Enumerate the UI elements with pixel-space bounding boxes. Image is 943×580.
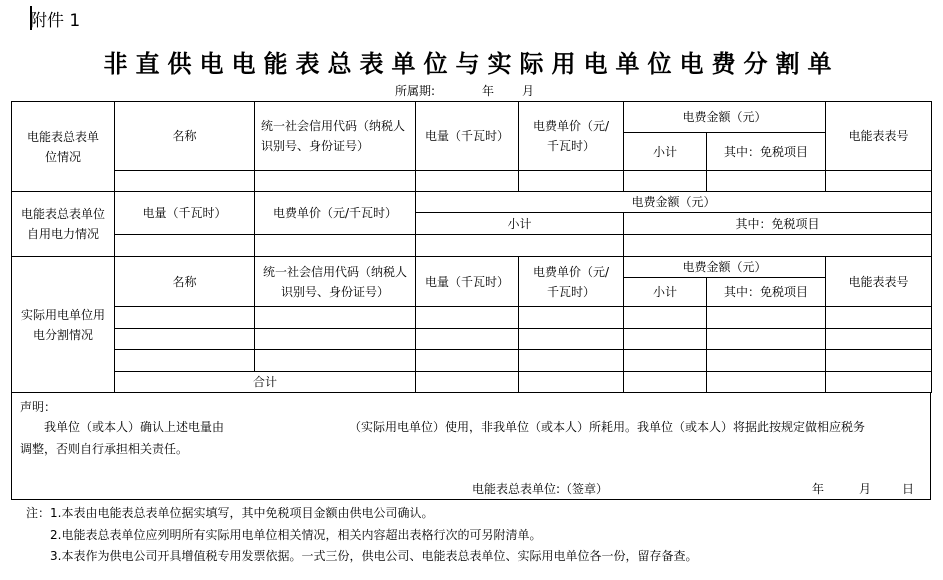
cell-credit-code[interactable]: [255, 329, 416, 350]
cell-name[interactable]: [115, 171, 255, 192]
cell-name[interactable]: [115, 350, 255, 372]
cell-meter-no[interactable]: [826, 329, 932, 350]
col-unit-price: 电费单价（元/千瓦时）: [519, 257, 624, 307]
col-credit-code: 统一社会信用代码（纳税人识别号、身份证号）: [255, 102, 416, 171]
cell-meter-no[interactable]: [826, 171, 932, 192]
cell-unit-price[interactable]: [519, 329, 624, 350]
note-1: 注：1.本表由电能表总表单位据实填写，其中免税项目金额由供电公司确认。: [26, 506, 434, 520]
col-subtotal: 小计: [416, 213, 624, 235]
col-tax-exempt: 其中：免税项目: [707, 278, 826, 307]
total-subtotal[interactable]: [624, 372, 707, 393]
col-name: 名称: [115, 102, 255, 171]
declaration-text-line2: 调整，否则自行承担相关责任。: [20, 442, 189, 456]
document-title: 非直供电电能表总表单位与实际用电单位电费分割单: [103, 49, 840, 78]
note-2: 2.电能表总表单位应列明所有实际用电单位相关情况，相关内容超出表格行次的可另附清单。: [50, 528, 542, 542]
period-label: 所属期:: [395, 84, 436, 98]
cell-name[interactable]: [115, 307, 255, 329]
col-tax-exempt: 其中：免税项目: [707, 133, 826, 171]
cell-kwh[interactable]: [416, 307, 519, 329]
col-amount-group: 电费金额（元）: [624, 102, 826, 133]
cell-unit-price[interactable]: [255, 235, 416, 257]
col-unit-price: 电费单价（元/千瓦时）: [519, 102, 624, 171]
declaration-heading: 声明：: [20, 400, 57, 414]
cell-subtotal[interactable]: [624, 307, 707, 329]
sign-month-label: 月: [859, 482, 872, 496]
note-3: 3.本表作为供电公司开具增值税专用发票依据。一式三份，供电公司、电能表总表单位、实际用电单位各一份，留存备查。: [50, 549, 698, 563]
cell-unit-price[interactable]: [519, 307, 624, 329]
cell-tax-exempt[interactable]: [707, 350, 826, 372]
section2-label: 电能表总表单位自用电力情况: [12, 192, 115, 257]
cell-tax-exempt[interactable]: [707, 171, 826, 192]
cell-name[interactable]: [115, 329, 255, 350]
section1-label: 电能表总表单位情况: [12, 102, 115, 192]
total-kwh[interactable]: [416, 372, 519, 393]
cell-unit-price[interactable]: [519, 350, 624, 372]
section3-data-row: [12, 329, 932, 350]
declaration-text-part1: 我单位（或本人）确认上述电量由: [44, 420, 225, 434]
col-amount-group: 电费金额（元）: [624, 257, 826, 278]
cell-credit-code[interactable]: [255, 307, 416, 329]
col-subtotal: 小计: [624, 278, 707, 307]
cell-kwh[interactable]: [416, 350, 519, 372]
attachment-label: 附件 1: [30, 11, 81, 31]
section3-data-row: [12, 350, 932, 372]
section3-label: 实际用电单位用电分割情况: [12, 257, 115, 393]
cell-kwh[interactable]: [416, 171, 519, 192]
sign-day-label: 日: [902, 482, 915, 496]
cell-subtotal[interactable]: [624, 171, 707, 192]
cell-kwh[interactable]: [416, 329, 519, 350]
cell-subtotal[interactable]: [416, 235, 624, 257]
cell-tax-exempt[interactable]: [707, 307, 826, 329]
declaration-text-part2: （实际用电单位）使用，非我单位（或本人）所耗用。我单位（或本人）将据此按规定做相应税务: [349, 420, 866, 434]
section1-data-row: [12, 171, 932, 192]
period-year-label: 年: [482, 84, 495, 98]
cell-tax-exempt[interactable]: [707, 329, 826, 350]
cell-kwh[interactable]: [115, 235, 255, 257]
total-meter-no[interactable]: [826, 372, 932, 393]
total-unit-price[interactable]: [519, 372, 624, 393]
cell-credit-code[interactable]: [255, 350, 416, 372]
col-kwh: 电量（千瓦时）: [416, 102, 519, 171]
cell-credit-code[interactable]: [255, 171, 416, 192]
cell-tax-exempt[interactable]: [624, 235, 932, 257]
signature-label: 电能表总表单位:（签章）: [472, 482, 609, 496]
cell-meter-no[interactable]: [826, 307, 932, 329]
cell-subtotal[interactable]: [624, 350, 707, 372]
col-credit-code: 统一社会信用代码（纳税人识别号、身份证号）: [255, 257, 416, 307]
section3-data-row: [12, 307, 932, 329]
col-meter-no: 电能表表号: [826, 102, 932, 171]
section3-total-row: [12, 372, 932, 393]
col-amount-group: 电费金额（元）: [416, 192, 932, 213]
sign-year-label: 年: [812, 482, 825, 496]
col-kwh: 电量（千瓦时）: [416, 257, 519, 307]
total-label: 合计: [115, 372, 416, 393]
cell-meter-no[interactable]: [826, 350, 932, 372]
period-month-label: 月: [522, 84, 535, 98]
col-unit-price: 电费单价（元/千瓦时）: [255, 192, 416, 235]
cell-subtotal[interactable]: [624, 329, 707, 350]
col-meter-no: 电能表表号: [826, 257, 932, 307]
col-subtotal: 小计: [624, 133, 707, 171]
total-tax-exempt[interactable]: [707, 372, 826, 393]
col-tax-exempt: 其中：免税项目: [624, 213, 932, 235]
section2-data-row: [12, 235, 932, 257]
split-table: [11, 101, 932, 393]
col-kwh: 电量（千瓦时）: [115, 192, 255, 235]
cell-unit-price[interactable]: [519, 171, 624, 192]
declaration-box: [11, 393, 931, 500]
col-name: 名称: [115, 257, 255, 307]
